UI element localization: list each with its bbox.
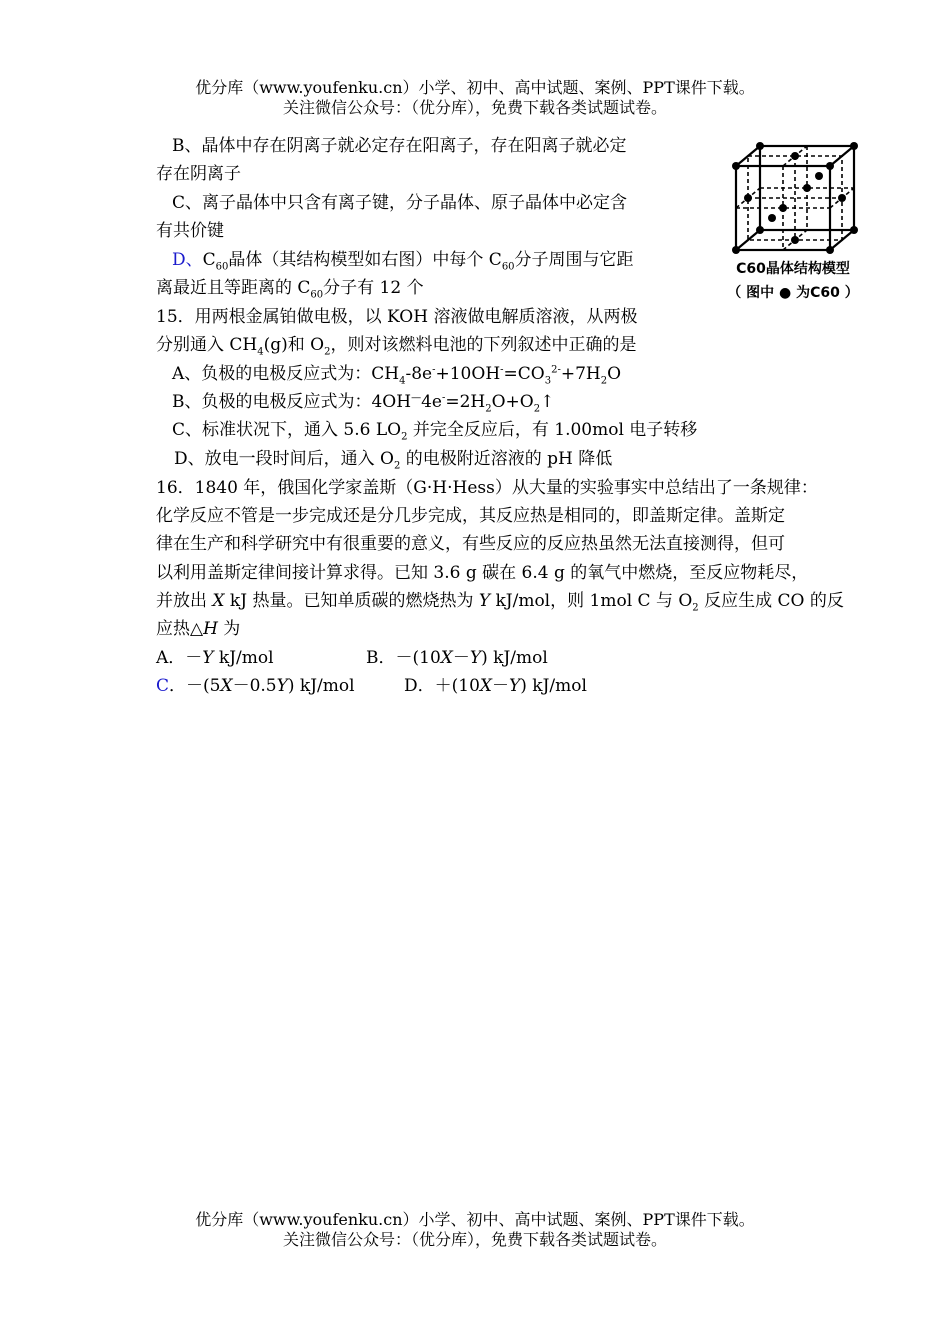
answer-marker-c: C [156,676,170,696]
q16-option-b: B．－(10X－Y) kJ/mol [366,648,548,668]
answer-marker-d: D、 [172,250,203,270]
q16-option-a: A．－Y kJ/mol [156,648,274,668]
figure-caption-title: C60晶体结构模型 [736,261,850,277]
figure-caption-note: （ 图中 ● 为C60 ） [727,285,859,301]
page-footer [0,1210,950,1250]
q16-stem-line1: 16．1840 年，俄国化学家盖斯（G·H·Hess）从大量的实验事实中总结出了一条规律： [156,478,818,498]
q15-option-b: B、负极的电极反应式为：$4OH^—4e^-=2H_2O+O_2↑$ [172,392,555,415]
q14-option-c-line2: 有共价键 [156,221,224,241]
q15-stem-line2: 分别通入 $CH_4(g)$和 $O_2$，则对该燃料电池的下列叙述中正确的是 [156,335,637,358]
q16-stem-line6: 应热△H 为 [156,619,241,639]
q15-option-a: A、负极的电极反应式为：$CH_4-8e^-+10OH^-=CO_3^{2-}+7H_2O$ [172,364,622,387]
q14-option-b-line2: 存在阴离子 [156,164,241,184]
q16-stem-line2: 化学反应不管是一步完成还是分几步完成，其反应热是相同的，即盖斯定律。盖斯定 [156,506,785,526]
q14-option-d-line2: 离最近且等距离的 $C_{60}$分子有 12 个 [156,278,424,301]
q14-option-b-line1: B、晶体中存在阴离子就必定存在阳离子，存在阳离子就必定 [172,136,627,156]
c60-crystal-lattice-icon [712,132,874,304]
q16-stem-line4: 以利用盖斯定律间接计算求得。已知 3.6 g 碳在 6.4 g 的氧气中燃烧，至反应物耗尽， [156,563,809,583]
page-header [0,78,950,118]
q16-option-d: D．＋(10X－Y) kJ/mol [404,676,587,696]
q15-option-d: D、放电一段时间后，通入 $O_2$ 的电极附近溶液的 pH 降低 [174,449,613,472]
footer-line-2: 关注微信公众号：（优分库），免费下载各类试题试卷。 [282,1230,667,1249]
q16-stem-line3: 律在生产和科学研究中有很重要的意义，有些反应的反应热虽然无法直接测得，但可 [156,534,785,554]
header-line-2: 关注微信公众号：（优分库），免费下载各类试题试卷。 [282,98,667,117]
q15-option-c: C、标准状况下，通入 5.6 $LO_2$ 并完全反应后，有 1.00mol 电子转移 [172,420,698,443]
header-line-1: 优分库（www.youfenku.cn）小学、初中、高中试题、案例、PPT课件下载。 [195,78,755,97]
q16-option-c: C．－(5X－0.5Y) kJ/mol [156,676,355,696]
q14-option-d-line1: D、$C_{60}$晶体（其结构模型如右图）中每个 $C_{60}$分子周围与它距 [172,250,634,273]
q14-option-c-line1: C、离子晶体中只含有离子键，分子晶体、原子晶体中必定含 [172,193,628,213]
q15-stem-line1: 15．用两根金属铂做电极，以 KOH 溶液做电解质溶液，从两极 [156,307,638,327]
q16-stem-line5: 并放出 X kJ 热量。已知单质碳的燃烧热为 Y kJ/mol，则 1mol C 与 $O_2$ 反应生成 CO 的反 [156,591,844,614]
footer-line-1: 优分库（www.youfenku.cn）小学、初中、高中试题、案例、PPT课件下载。 [195,1210,755,1229]
